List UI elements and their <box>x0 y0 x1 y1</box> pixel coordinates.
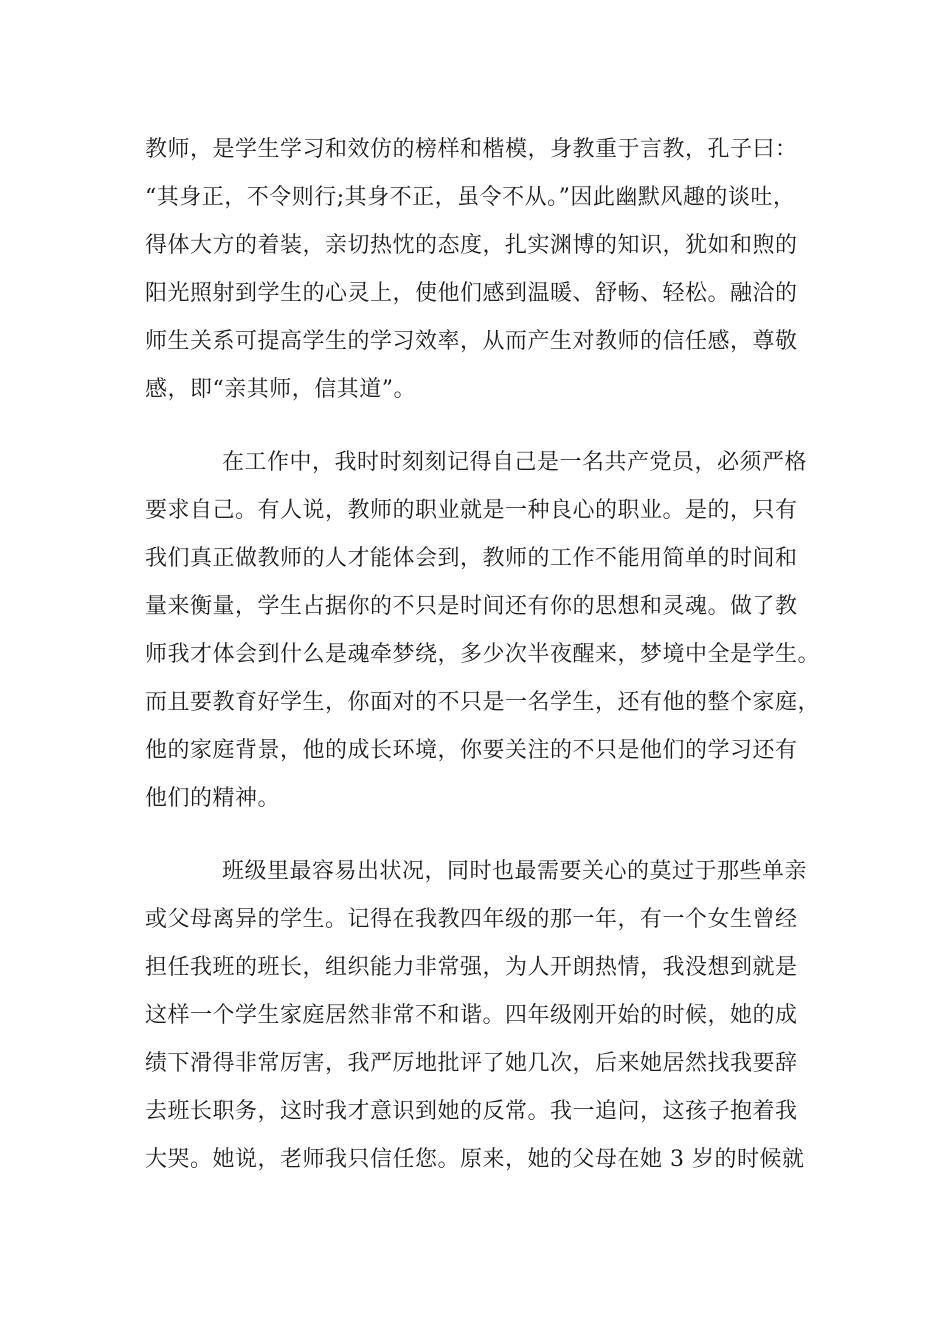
paragraph-3-line-1: 班级里最容易出状况，同时也最需要关心的莫过于那些单亲 <box>222 859 808 884</box>
paragraph-1-line-1: 教师，是学生学习和效仿的榜样和楷模，身教重于言教，孔子曰： <box>145 137 798 162</box>
paragraph-2-line-7: 他的家庭背景，他的成长环境，你要关注的不只是他们的学习还有 <box>145 738 798 763</box>
paragraph-3-line-7: 大哭。她说，老师我只信任您。原来，她的父母在她 3 岁的时候就 <box>145 1147 805 1172</box>
paragraph-1-line-4: 阳光照射到学生的心灵上，使他们感到温暖、舒畅、轻松。融洽的 <box>145 281 798 306</box>
paragraph-3-line-6: 去班长职务，这时我才意识到她的反常。我一追问，这孩子抱着我 <box>145 1099 798 1124</box>
paragraph-1-line-6: 感，即“亲其师，信其道”。 <box>145 377 416 402</box>
paragraph-2-line-8: 他们的精神。 <box>145 786 281 811</box>
paragraph-3-line-4: 这样一个学生家庭居然非常不和谐。四年级刚开始的时候，她的成 <box>145 1003 798 1028</box>
paragraph-2-line-4: 量来衡量，学生占据你的不只是时间还有你的思想和灵魂。做了教 <box>145 594 798 619</box>
paragraph-3-line-5: 绩下滑得非常厉害，我严厉地批评了她几次，后来她居然找我要辞 <box>145 1051 798 1076</box>
paragraph-2-line-2: 要求自己。有人说，教师的职业就是一种良心的职业。是的，只有 <box>145 498 798 523</box>
paragraph-2-line-6: 而且要教育好学生，你面对的不只是一名学生，还有他的整个家庭， <box>145 690 821 715</box>
paragraph-3-line-2: 或父母离异的学生。记得在我教四年级的那一年，有一个女生曾经 <box>145 907 798 932</box>
paragraph-3-line-3: 担任我班的班长，组织能力非常强，为人开朗热情，我没想到就是 <box>145 955 798 980</box>
paragraph-1-line-3: 得体大方的着装，亲切热忱的态度，扎实渊博的知识，犹如和煦的 <box>145 233 798 258</box>
paragraph-2-line-1: 在工作中，我时时刻刻记得自己是一名共产党员，必须严格 <box>222 450 808 475</box>
paragraph-1-line-2: “其身正，不令则行;其身不正，虽令不从。”因此幽默风趣的谈吐， <box>145 185 796 210</box>
paragraph-1-line-5: 师生关系可提高学生的学习效率，从而产生对教师的信任感，尊敬 <box>145 329 798 354</box>
paragraph-2-line-3: 我们真正做教师的人才能体会到，教师的工作不能用简单的时间和 <box>145 546 798 571</box>
paragraph-2-line-5: 师我才体会到什么是魂牵梦绕，多少次半夜醒来，梦境中全是学生。 <box>145 642 821 667</box>
